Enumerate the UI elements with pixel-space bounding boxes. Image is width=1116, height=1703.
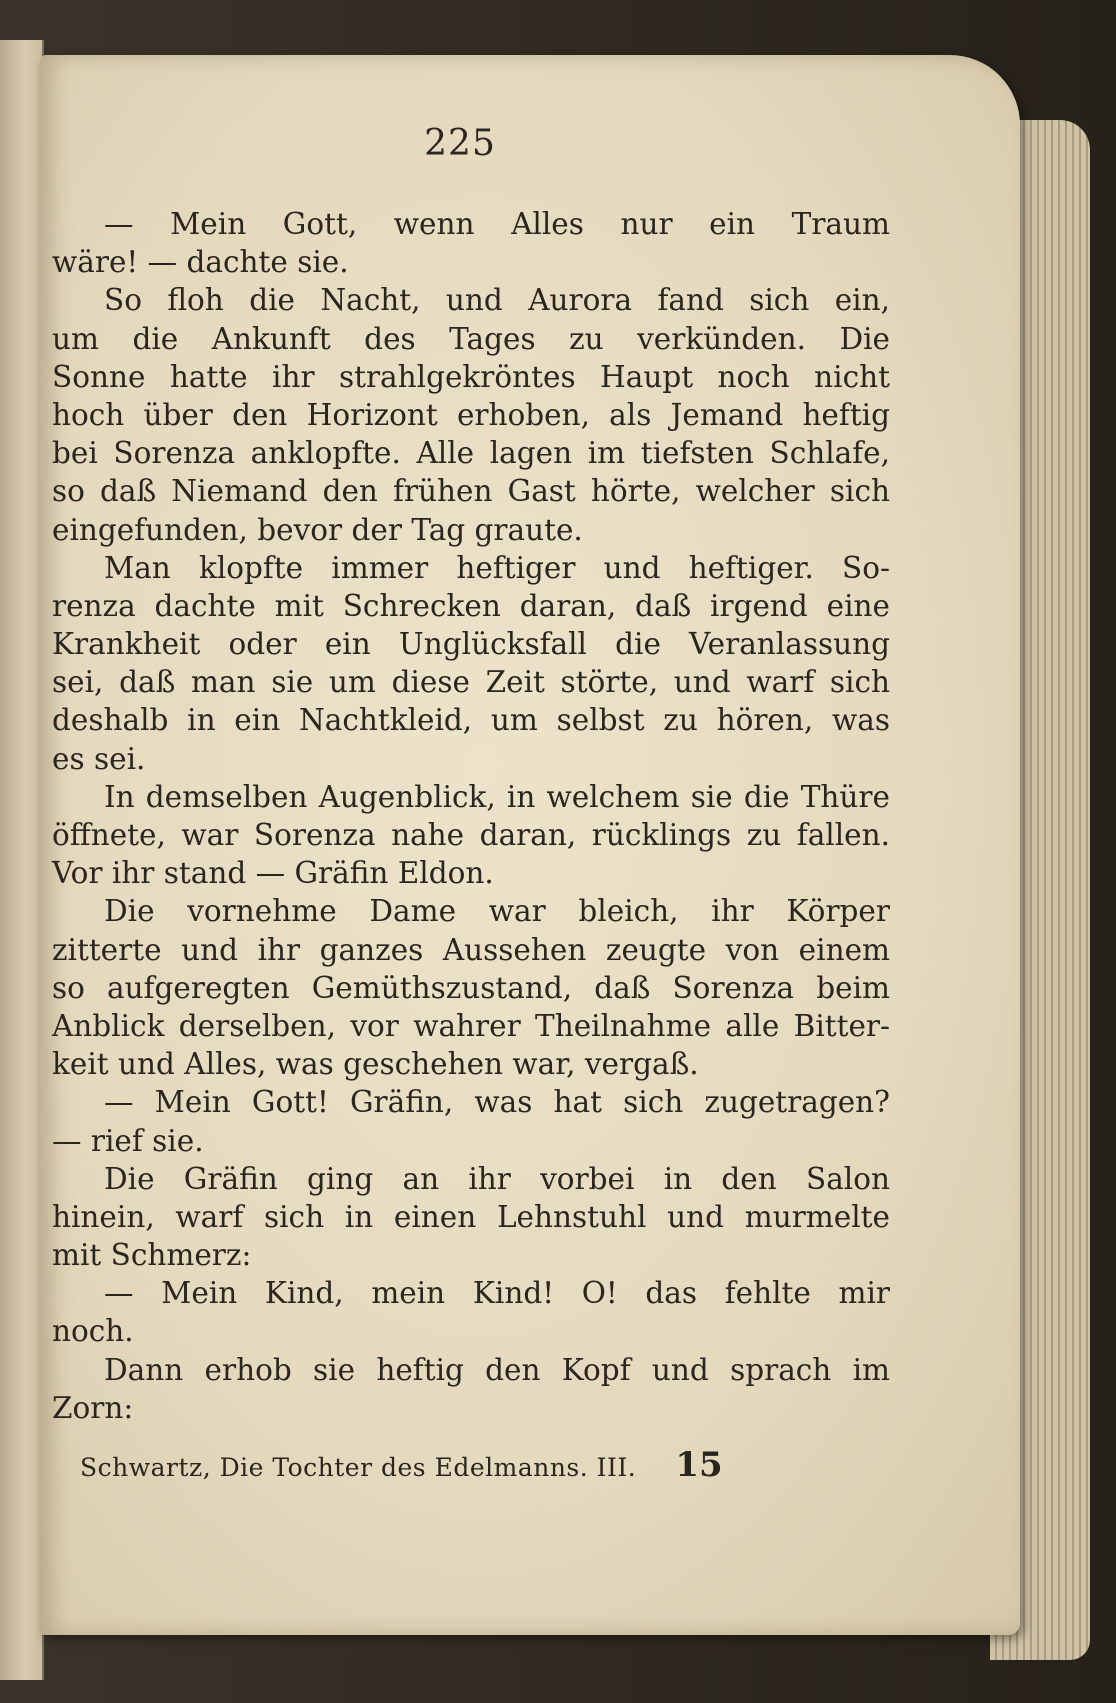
page-number: 225 (424, 123, 496, 164)
text-line: keit und Alles, was geschehen war, vergaß. (52, 1047, 699, 1082)
footer-signature: Schwartz, Die Tochter des Edelmanns. III. (80, 1453, 637, 1482)
text-line: Krankheit oder ein Unglücksfall die Veranlassung (52, 627, 890, 662)
body-text (52, 205, 890, 1427)
text-line: — Mein Gott! Gräfin, was hat sich zugetragen? (104, 1085, 890, 1120)
text-line: hoch über den Horizont erhoben, als Jemand heftig (52, 397, 890, 432)
text-line: Dann erhob sie heftig den Kopf und sprach im (104, 1352, 890, 1387)
text-line: bei Sorenza anklopfte. Alle lagen im tiefsten Schlafe, (52, 436, 890, 471)
text-line: deshalb in ein Nachtkleid, um selbst zu hören, was (52, 703, 890, 738)
text-line: — Mein Gott, wenn Alles nur ein Traum (104, 207, 890, 241)
previous-page-edge (0, 40, 44, 1680)
text-line: — rief sie. (52, 1123, 204, 1158)
text-line: — Mein Kind, mein Kind! O! das fehlte mir (104, 1276, 890, 1311)
text-line: so aufgeregten Gemüthszustand, daß Sorenza beim (52, 970, 890, 1005)
book-page (40, 55, 1020, 1635)
text-line: Sonne hatte ihr strahlgekröntes Haupt noch nicht (52, 359, 890, 394)
text-line: Die vornehme Dame war bleich, ihr Körper (104, 894, 890, 929)
text-line: Anblick derselben, vor wahrer Theilnahme alle Bitter- (52, 1008, 890, 1043)
text-line: um die Ankunft des Tages zu verkünden. Die (52, 321, 890, 356)
text-line: In demselben Augenblick, in welchem sie die Thüre (104, 779, 890, 814)
page-footer (80, 1445, 880, 1485)
text-line: hinein, warf sich in einen Lehnstuhl und murmelte (52, 1199, 890, 1234)
text-line: So floh die Nacht, und Aurora fand sich ein, (104, 283, 890, 318)
text-line: noch. (52, 1314, 134, 1349)
text-line: eingefunden, bevor der Tag graute. (52, 512, 583, 547)
text-line: wäre! — dachte sie. (52, 245, 349, 280)
sheet-number: 15 (675, 1445, 723, 1485)
text-line: Man klopfte immer heftiger und heftiger. So- (104, 550, 890, 585)
text-line: zitterte und ihr ganzes Aussehen zeugte von einem (52, 932, 890, 967)
text-line: Vor ihr stand — Gräfin Eldon. (52, 856, 494, 891)
text-line: mit Schmerz: (52, 1238, 252, 1273)
text-line: Zorn: (52, 1390, 134, 1425)
text-line: öffnete, war Sorenza nahe daran, rücklings zu fallen. (52, 818, 890, 852)
text-line: sei, daß man sie um diese Zeit störte, und warf sich (52, 665, 890, 700)
text-line: so daß Niemand den frühen Gast hörte, welcher sich (52, 474, 890, 509)
text-line: renza dachte mit Schrecken daran, daß irgend eine (52, 588, 890, 623)
text-line: es sei. (52, 741, 146, 776)
text-line: Die Gräfin ging an ihr vorbei in den Salon (104, 1161, 890, 1196)
